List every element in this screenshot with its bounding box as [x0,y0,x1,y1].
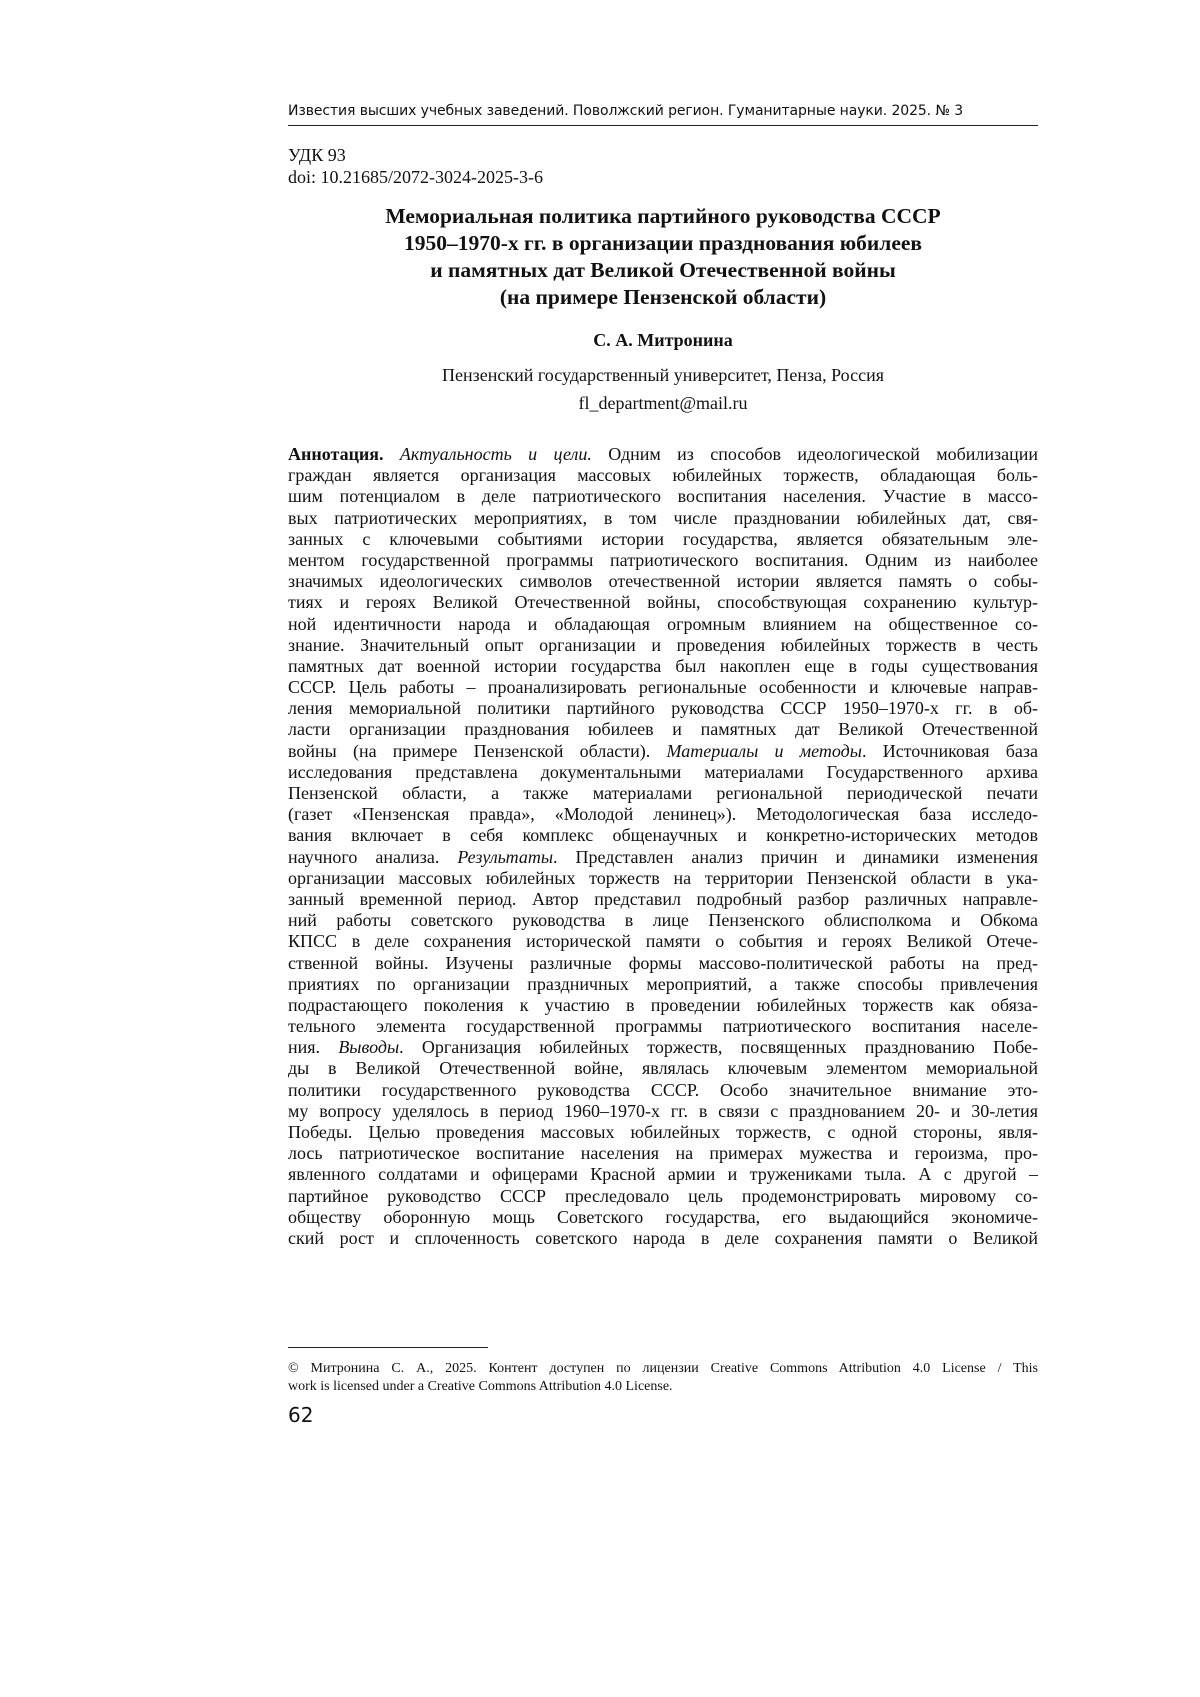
abstract-line: партийное руководство СССР преследовало цель продемонстрировать мировому со- [288,1185,1038,1206]
author-email[interactable]: fl_department@mail.ru [578,393,748,413]
abstract-line: знание. Значительный опыт организации и проведения юбилейных торжеств в честь [288,634,1038,655]
author-name: С. А. Митронина [593,330,733,350]
abstract-line: исследования представлена документальными материалами Государственного архива [288,761,1038,782]
abstract-line: занный временной период. Автор представил подробный разбор различных направле- [288,888,1038,909]
abstract-line: научного анализа. Результаты. Представлен анализ причин и динамики изменения [288,846,1038,867]
abstract-line: вых патриотических мероприятиях, в том числе праздновании юбилейных дат, свя- [288,507,1038,528]
abstract-line: (газет «Пензенская правда», «Молодой ленинец»). Методологическая база исследо- [288,804,1038,825]
title-line: и памятных дат Великой Отечественной войны [430,258,896,282]
author-affiliation: Пензенский государственный университет, Пенза, Россия [442,365,884,385]
abstract-line: обществу оборонную мощь Советского государства, его выдающийся экономиче- [288,1206,1038,1227]
abstract-line: СССР. Цель работы – проанализировать региональные особенности и ключевые направ- [288,677,1038,698]
abstract-heading-results: Результаты [457,846,554,867]
abstract-line: Победы. Целью проведения массовых юбилейных торжеств, с одной стороны, явля- [288,1122,1038,1142]
abstract-line: ний работы советского руководства в лице Пензенского облисполкома и Обкома [288,910,1038,931]
abstract-line: тельного элемента государственной программы патриотического воспитания населе- [288,1016,1038,1037]
abstract-line: ления мемориальной политики партийного руководства СССР 1950–1970-х гг. в об- [288,698,1038,719]
abstract-line: ды в Великой Отечественной войне, являлась ключевым элементом мемориальной [288,1058,1038,1079]
abstract-line: лось патриотическое воспитание населения на примерах мужества и героизма, про- [288,1143,1038,1164]
udk-code: УДК 93 [288,145,346,165]
abstract-line: вания включает в себя комплекс общенаучных и конкретно-исторических методов [288,825,1038,846]
abstract-line: подрастающего поколения к участию в проведении юбилейных торжеств как обяза- [288,994,1038,1015]
abstract-line: ский рост и сплоченность советского народа в деле сохранения памяти о Великой [288,1227,1038,1248]
abstract-label: Аннотация. [288,444,384,464]
footnote-divider [288,1347,488,1348]
abstract-line: приятиях по организации праздничных мероприятий, а также способы привлечения [288,973,1038,994]
header-divider [288,125,1038,126]
title-line: 1950–1970-х гг. в организации празднования юбилеев [403,231,923,255]
abstract-line: памятных дат военной истории государства был накоплен еще в годы существования [288,655,1038,676]
abstract-heading-materials: Материалы и методы [666,740,862,761]
article-title [288,203,1038,311]
abstract-line: организации массовых юбилейных торжеств на территории Пензенской области в ука- [288,867,1038,888]
title-line: Мемориальная политика партийного руководства СССР [385,204,941,228]
abstract [288,444,1038,1249]
abstract-line: ственной войны. Изучены различные формы массово-политической работы на пред- [288,952,1038,973]
abstract-heading-conclusions: Выводы [338,1037,400,1058]
license-footnote [288,1360,1038,1395]
footnote-line: work is licensed under a Creative Commons Attribution 4.0 License. [288,1378,673,1394]
page-number: 62 [288,1403,314,1427]
abstract-line: шим потенциалом в деле патриотического воспитания населения. Участие в массо- [288,486,1038,507]
abstract-line: ласти организации празднования юбилеев и памятных дат Великой Отечественной [288,719,1038,740]
abstract-line: политики государственного руководства СССР. Особо значительное внимание это- [288,1079,1038,1100]
abstract-line: КПСС в деле сохранения исторической памяти о события и героях Великой Отече- [288,931,1038,952]
abstract-line: войны (на примере Пензенской области). Материалы и методы. Источниковая база [288,740,1038,761]
abstract-heading-relevance: Актуальность и цели. [399,444,592,464]
abstract-line: значимых идеологических символов отечественной истории является память о собы- [288,571,1038,592]
abstract-line: ментом государственной программы патриотического воспитания. Одним из наиболее [288,549,1038,570]
abstract-line: Пензенской области, а также материалами региональной периодической печати [288,783,1038,803]
abstract-line: явленного солдатами и офицерами Красной армии и тружениками тыла. А с другой – [288,1164,1038,1185]
abstract-line: граждан является организация массовых юбилейных торжеств, обладающая боль- [288,465,1038,486]
abstract-line: Аннотация. Актуальность и цели. Одним из способов идеологической мобилизации [288,444,1038,464]
abstract-line: му вопросу уделялось в период 1960–1970-х гг. в связи с празднованием 20- и 30-летия [288,1100,1038,1121]
footnote-line: © Митронина С. А., 2025. Контент доступен по лицензии Creative Commons Attribution 4.0 License / This [288,1361,1038,1376]
title-line: (на примере Пензенской области) [499,285,827,309]
abstract-line: ной идентичности народа и обладающая огромным влиянием на общественное со- [288,613,1038,634]
abstract-line: ния. Выводы. Организация юбилейных торжеств, посвященных празднованию Побе- [288,1037,1038,1058]
journal-header: Известия высших учебных заведений. Поволжский регион. Гуманитарные науки. 2025. № 3 [288,103,964,119]
abstract-line: занных с ключевыми событиями истории государства, является обязательным эле- [288,528,1038,549]
abstract-line: тиях и героях Великой Отечественной войны, способствующая сохранению культур- [288,592,1038,613]
doi-link[interactable]: doi: 10.21685/2072-3024-2025-3-6 [288,167,543,187]
